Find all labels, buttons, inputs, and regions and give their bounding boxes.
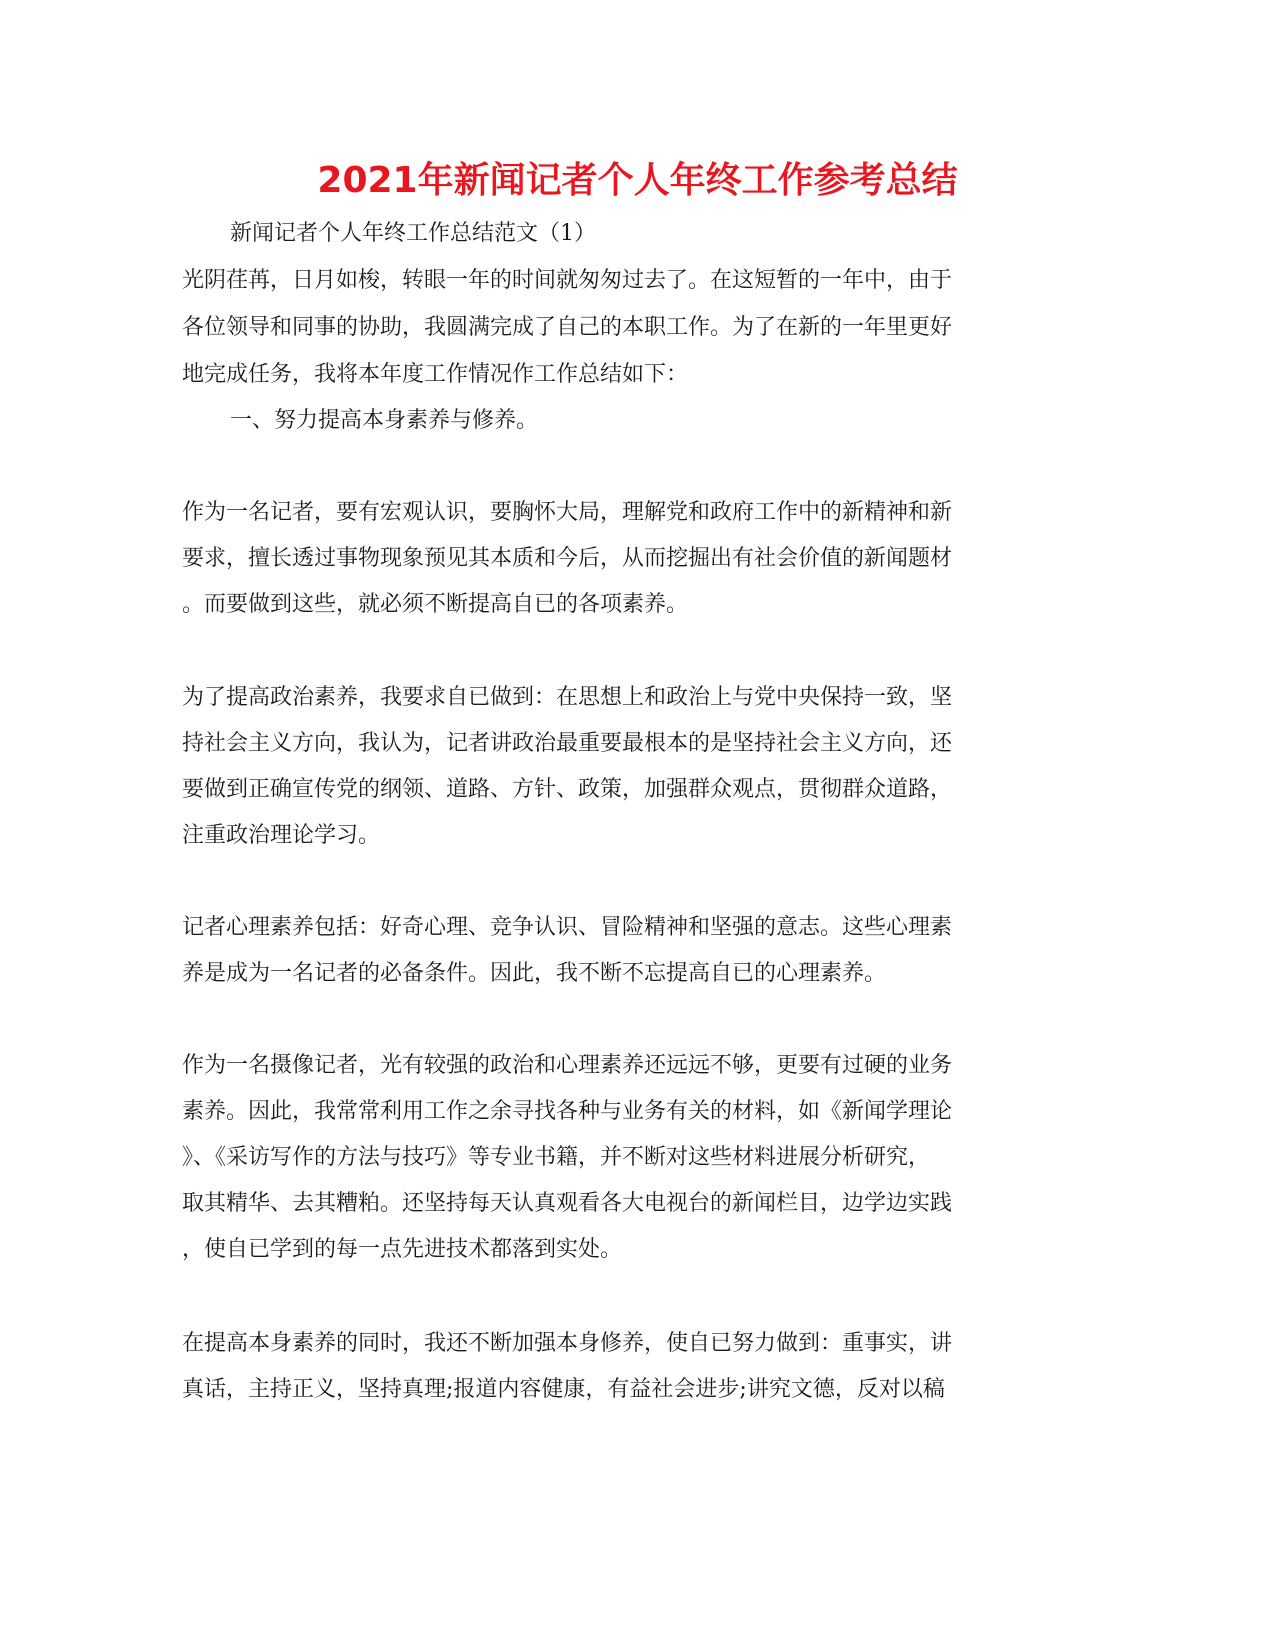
document-subtitle: 新闻记者个人年终工作总结范文（1） [230, 221, 596, 246]
paragraph-line: 地完成任务，我将本年度工作情况作工作总结如下： [182, 362, 689, 387]
paragraph-line: 作为一名摄像记者，光有较强的政治和心理素养还远远不够，更要有过硬的业务 [182, 1053, 953, 1078]
paragraph-line: 素养。因此，我常常利用工作之余寻找各种与业务有关的材料，如《新闻学理论 [182, 1099, 953, 1124]
paragraph-line: 要求，擅长透过事物现象预见其本质和今后，从而挖掘出有社会价值的新闻题材 [182, 546, 953, 571]
paragraph-line: 》、《采访写作的方法与技巧》等专业书籍，并不断对这些材料进展分析研究， [182, 1145, 931, 1170]
paragraph-line: 持社会主义方向，我认为，记者讲政治最重要最根本的是坚持社会主义方向，还 [182, 731, 953, 756]
section-heading: 一、努力提高本身素养与修养。 [230, 408, 539, 433]
paragraph-line: 取其精华、去其糟粕。还坚持每天认真观看各大电视台的新闻栏目，边学边实践 [182, 1191, 953, 1216]
paragraph-line: 要做到正确宣传党的纲领、道路、方针、政策，加强群众观点，贯彻群众道路， [182, 777, 953, 802]
paragraph-line: 养是成为一名记者的必备条件。因此，我不断不忘提高自已的心理素养。 [182, 961, 887, 986]
document-title: 2021年新闻记者个人年终工作参考总结 [317, 160, 958, 201]
paragraph-line: 作为一名记者，要有宏观认识，要胸怀大局，理解党和政府工作中的新精神和新 [182, 500, 953, 525]
paragraph-line: 在提高本身素养的同时，我还不断加强本身修养，使自已努力做到：重事实，讲 [182, 1331, 953, 1356]
paragraph-line: 真话，主持正义，坚持真理;报道内容健康，有益社会进步;讲究文德，反对以稿 [182, 1377, 945, 1402]
paragraph-line: 记者心理素养包括：好奇心理、竞争认识、冒险精神和坚强的意志。这些心理素 [182, 915, 953, 940]
paragraph-line: 为了提高政治素养，我要求自已做到：在思想上和政治上与党中央保持一致，坚 [182, 685, 953, 710]
paragraph-line: 光阴荏苒，日月如梭，转眼一年的时间就匆匆过去了。在这短暂的一年中，由于 [182, 268, 953, 293]
paragraph-line: ，使自已学到的每一点先进技术都落到实处。 [182, 1237, 623, 1262]
paragraph-line: 。而要做到这些，就必须不断提高自已的各项素养。 [182, 592, 689, 617]
paragraph-line: 各位领导和同事的协助，我圆满完成了自己的本职工作。为了在新的一年里更好 [182, 315, 953, 340]
paragraph-line: 注重政治理论学习。 [182, 823, 381, 848]
